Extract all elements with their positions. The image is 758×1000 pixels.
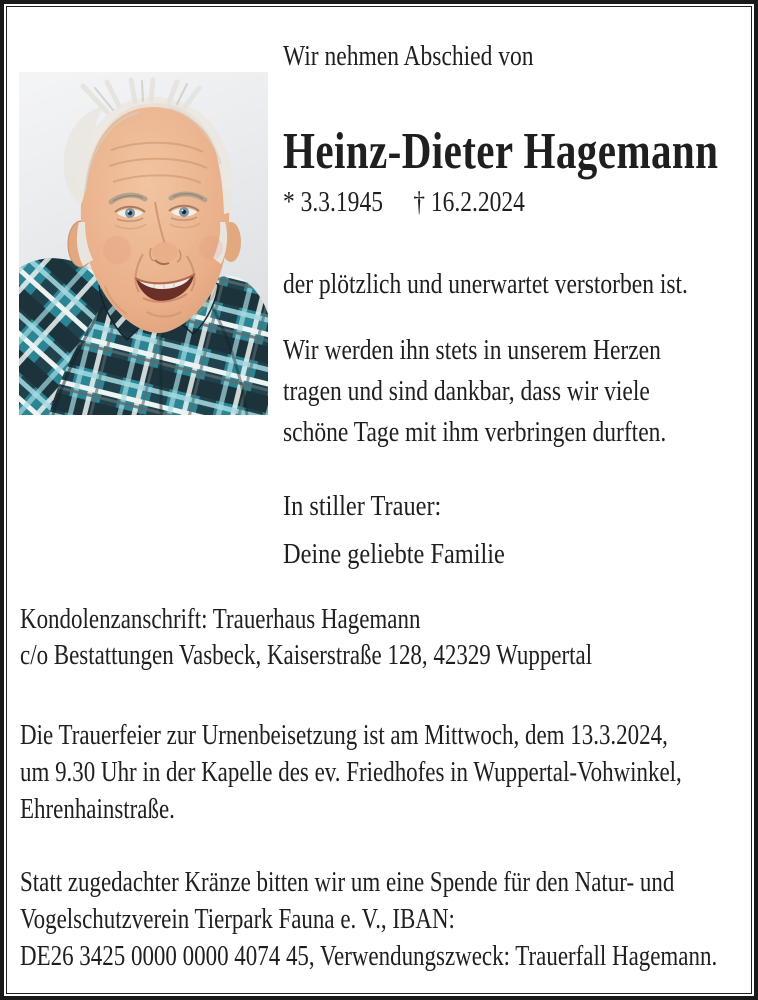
birth-date: * 3.3.1945 (283, 187, 383, 218)
intro-line: Wir nehmen Abschied von (283, 41, 534, 72)
donation-request-block (20, 864, 717, 975)
life-dates (283, 186, 525, 220)
deceased-name: Heinz-Dieter Hagemann (283, 123, 719, 180)
tribute-paragraph (283, 330, 666, 453)
donation-line: Vogelschutzverein Tierpark Fauna e. V., IBAN: (20, 904, 455, 935)
tribute-line: schöne Tage mit ihm verbringen durften. (283, 417, 667, 448)
service-line: um 9.30 Uhr in der Kapelle des ev. Friedhofes in Wuppertal-Vohwinkel, (20, 757, 682, 788)
tribute-line: tragen und sind dankbar, dass wir viele (283, 376, 650, 407)
death-date: † 16.2.2024 (413, 187, 525, 218)
donation-line: DE26 3425 0000 0000 4074 45, Verwendungszweck: Trauerfall Hagemann. (20, 941, 718, 972)
funeral-service-block (20, 717, 682, 828)
service-line: Ehrenhainstraße. (20, 794, 175, 825)
mourning-line: Deine geliebte Familie (283, 538, 505, 570)
condolence-line: c/o Bestattungen Vasbeck, Kaiserstraße 128, 42329 Wuppertal (20, 640, 593, 671)
condolence-line: Kondolenzanschrift: Trauerhaus Hagemann (20, 604, 421, 635)
death-statement: der plötzlich und unerwartet verstorben ist. (283, 269, 688, 300)
mourning-block (283, 482, 505, 578)
tribute-line: Wir werden ihn stets in unserem Herzen (283, 335, 661, 366)
mourning-line: In stiller Trauer: (283, 490, 442, 522)
portrait-photo (19, 72, 268, 415)
condolence-address-block (20, 602, 592, 674)
portrait-illustration (19, 72, 268, 415)
donation-line: Statt zugedachter Kränze bitten wir um eine Spende für den Natur- und (20, 867, 675, 898)
service-line: Die Trauerfeier zur Urnenbeisetzung ist am Mittwoch, dem 13.3.2024, (20, 720, 668, 751)
